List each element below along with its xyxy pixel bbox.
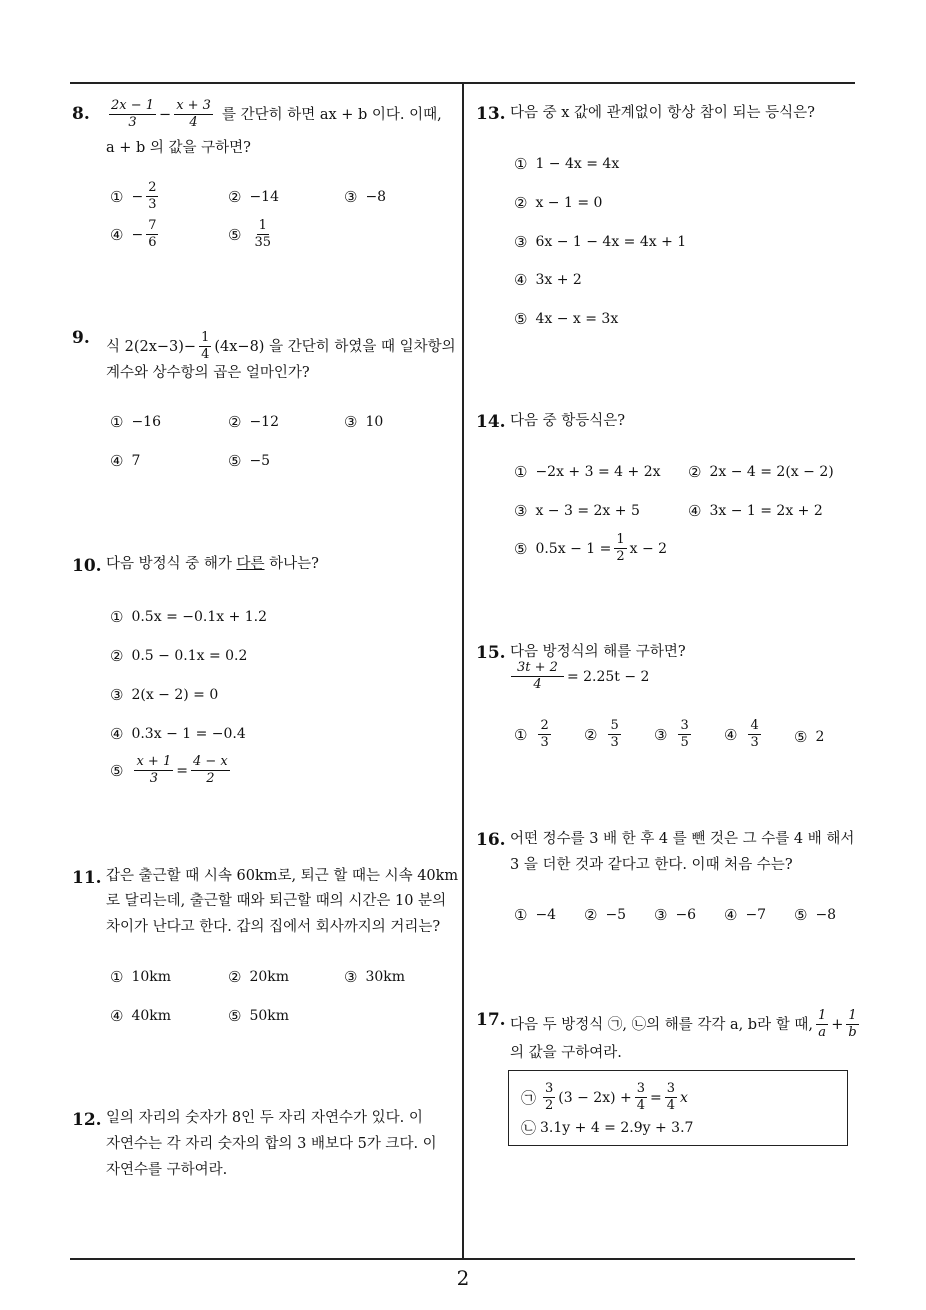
answer-option[interactable]: ② $\frac{5}{3}$ (584, 718, 619, 750)
answer-option[interactable]: ③ x − 3 = 2x + 5 (514, 502, 640, 520)
question-text-line2: a + b 의 값을 구하면? (106, 140, 251, 156)
question-text-line2: 3 을 더한 것과 같다고 한다. 이때 처음 수는? (510, 857, 793, 873)
answer-option[interactable]: ① − $\frac{2}{3}$ (110, 180, 157, 212)
question-number: 13. (476, 104, 506, 124)
answer-option[interactable]: ③ −6 (654, 906, 697, 924)
question-number: 12. (72, 1110, 102, 1130)
question-text: 다음 중 항등식은? (510, 413, 626, 429)
question-number: 11. (72, 868, 102, 888)
answer-option[interactable]: ② −14 (228, 188, 279, 206)
question-number: 14. (476, 412, 506, 432)
answer-option[interactable]: ④ 40km (110, 1007, 172, 1025)
question-text: 다음 두 방정식 ㉠, ㉡의 해를 각각 a, b라 할 때, $\frac{1}{a}$ + $\frac{1}{b}$ (510, 1008, 857, 1040)
question-text-line2: 로 달리는데, 출근할 때와 퇴근할 때의 시간은 10 분의 (106, 893, 447, 909)
question-text-line2: 자연수는 각 자리 숫자의 합의 3 배보다 5가 크다. 이 (106, 1136, 437, 1152)
answer-option[interactable]: ② 2x − 4 = 2(x − 2) (688, 463, 834, 481)
question-text: 다음 방정식의 해를 구하면? (510, 644, 686, 660)
answer-option[interactable]: ① 1 − 4x = 4x (514, 155, 620, 173)
answer-option[interactable]: ⑤ −8 (794, 906, 837, 924)
answer-option[interactable]: ⑤ 4x − x = 3x (514, 310, 619, 328)
question-number: 9. (72, 328, 90, 348)
answer-option[interactable]: ③ 30km (344, 968, 406, 986)
answer-option[interactable]: ④ − $\frac{7}{6}$ (110, 218, 157, 250)
answer-option[interactable]: ④ 3x + 2 (514, 271, 582, 289)
question-text-line3: 차이가 난다고 한다. 갑의 집에서 회사까지의 거리는? (106, 919, 441, 935)
question-number: 16. (476, 830, 506, 850)
question-number: 8. (72, 104, 90, 124)
column-divider (462, 83, 464, 1258)
equation-2: ㉡ 3.1y + 4 = 2.9y + 3.7 (521, 1119, 694, 1137)
answer-option[interactable]: ① −4 (514, 906, 557, 924)
answer-option[interactable]: ② −12 (228, 413, 279, 431)
answer-option[interactable]: ⑤ 50km (228, 1007, 290, 1025)
question-text-line1: 어떤 정수를 3 배 한 후 4 를 뺀 것은 그 수를 4 배 해서 (510, 831, 855, 847)
question-text-line2: 의 값을 구하여라. (510, 1045, 622, 1061)
question-text-line1: 갑은 출근할 때 시속 60km로, 퇴근 할 때는 시속 40km (106, 868, 459, 884)
answer-option[interactable]: ④ 7 (110, 452, 141, 470)
answer-option[interactable]: ① 0.5x = −0.1x + 1.2 (110, 608, 268, 626)
question-text: 다음 중 x 값에 관계없이 항상 참이 되는 등식은? (510, 105, 815, 121)
question-text-line2: 계수와 상수항의 곱은 얼마인가? (106, 365, 310, 381)
answer-option[interactable]: ③ −8 (344, 188, 387, 206)
answer-option[interactable]: ④ 3x − 1 = 2x + 2 (688, 502, 823, 520)
question-text: 다음 방정식 중 해가 다른 하나는? (106, 556, 319, 572)
answer-option[interactable]: ① $\frac{2}{3}$ (514, 718, 549, 750)
question-text: $\frac{2x - 1}{3}$ − $\frac{x + 3}{4}$ 를 간단히 하면 ax + b 이다. 이때, (111, 98, 442, 130)
bottom-rule (70, 1258, 855, 1260)
answer-option[interactable]: ⑤ $\frac{x + 1}{3}$ = $\frac{4 - x}{2}$ (110, 754, 228, 786)
question-text: 식 2(2x−3)− $\frac{1}{4}$ (4x−8) 을 간단히 하였을 때 일차항의 (106, 330, 456, 362)
answer-option[interactable]: ④ $\frac{4}{3}$ (724, 718, 759, 750)
answer-option[interactable]: ① −2x + 3 = 4 + 2x (514, 463, 661, 481)
equation-box (508, 1070, 848, 1146)
equation: $\frac{3t + 2}{4}$ = 2.25t − 2 (508, 660, 649, 693)
question-number: 10. (72, 556, 102, 576)
answer-option[interactable]: ③ $\frac{3}{5}$ (654, 718, 689, 750)
equation-1: ㉠ $\frac{3}{2}$ (3 − 2x) + $\frac{3}{4}$ = $\frac{3}{4}$ x (521, 1081, 688, 1113)
answer-option[interactable]: ④ 0.3x − 1 = −0.4 (110, 725, 246, 743)
answer-option[interactable]: ⑤ 0.5x − 1 = $\frac{1}{2}$ x − 2 (514, 532, 668, 564)
answer-option[interactable]: ② −5 (584, 906, 627, 924)
answer-option[interactable]: ① −16 (110, 413, 161, 431)
question-text-line3: 자연수를 구하여라. (106, 1162, 228, 1178)
answer-option[interactable]: ④ −7 (724, 906, 767, 924)
answer-option[interactable]: ② 20km (228, 968, 290, 986)
answer-option[interactable]: ⑤ 2 (794, 728, 825, 746)
question-number: 15. (476, 643, 506, 663)
answer-option[interactable]: ③ 6x − 1 − 4x = 4x + 1 (514, 233, 687, 251)
question-text-line1: 일의 자리의 숫자가 8인 두 자리 자연수가 있다. 이 (106, 1110, 423, 1126)
fraction: $\frac{2x - 1}{3}$ (111, 98, 155, 130)
answer-option[interactable]: ③ 10 (344, 413, 384, 431)
answer-option[interactable]: ⑤ −5 (228, 452, 271, 470)
answer-option[interactable]: ③ 2(x − 2) = 0 (110, 686, 219, 704)
answer-option[interactable]: ⑤ $\frac{1}{35}$ (228, 218, 271, 250)
page-number: 2 (456, 1266, 470, 1290)
fraction: $\frac{x + 3}{4}$ (176, 98, 211, 130)
answer-option[interactable]: ② x − 1 = 0 (514, 194, 603, 212)
question-number: 17. (476, 1010, 506, 1030)
answer-option[interactable]: ② 0.5 − 0.1x = 0.2 (110, 647, 248, 665)
answer-option[interactable]: ① 10km (110, 968, 172, 986)
